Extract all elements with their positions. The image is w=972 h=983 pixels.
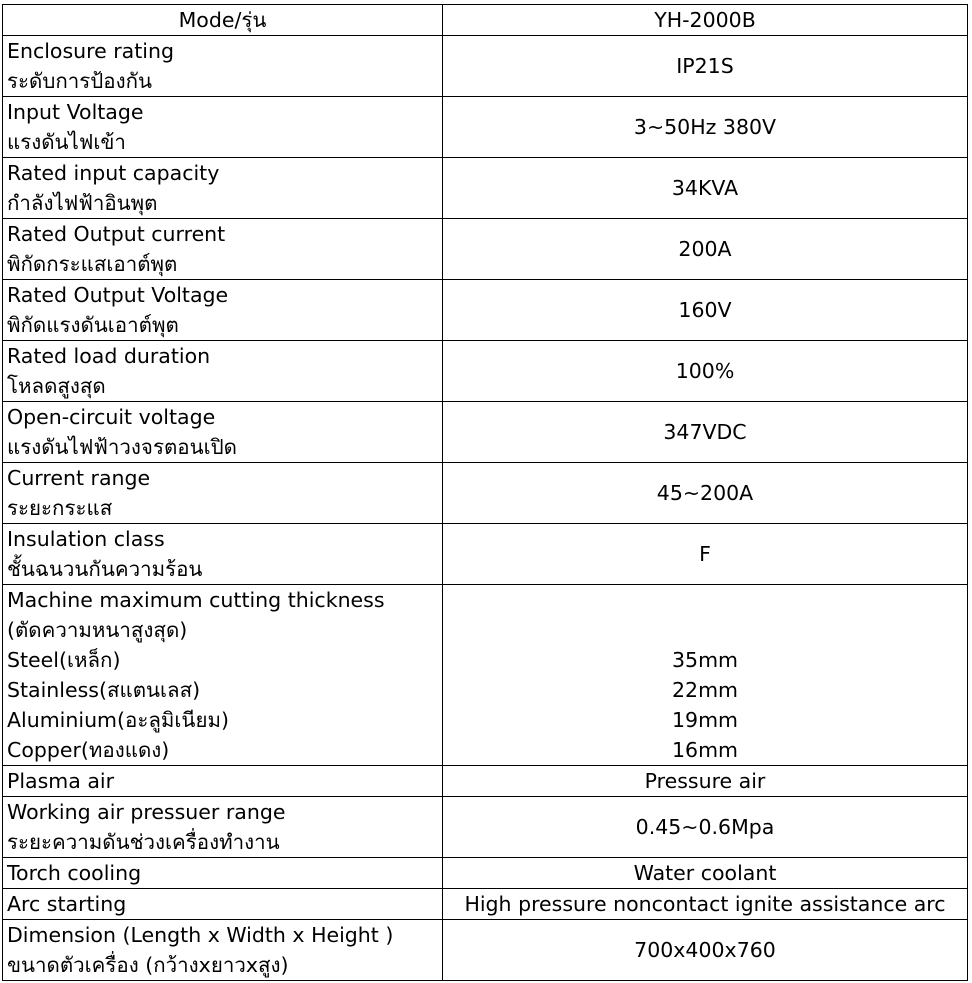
label-th: โหลดสูงสุด bbox=[7, 374, 106, 398]
row-label bbox=[3, 463, 443, 524]
thickness-stainless: 22mm bbox=[671, 678, 739, 702]
label-th: ขนาดตัวเครื่อง (กว้างxยาวxสูง) bbox=[7, 953, 289, 977]
table-row bbox=[3, 920, 968, 981]
model-value: YH-2000B bbox=[443, 5, 968, 36]
row-value: 45~200A bbox=[443, 463, 968, 524]
row-label bbox=[3, 524, 443, 585]
label-th: แรงดันไฟเข้า bbox=[7, 130, 126, 154]
material-aluminium: Aluminium(อะลูมิเนียม) bbox=[7, 708, 229, 732]
row-label bbox=[3, 341, 443, 402]
row-label bbox=[3, 766, 443, 797]
cutting-thickness-row bbox=[3, 585, 968, 766]
table-row bbox=[3, 858, 968, 889]
label-en: Rated input capacity bbox=[7, 161, 220, 185]
spec-table bbox=[2, 4, 968, 981]
row-value: 3~50Hz 380V bbox=[443, 97, 968, 158]
label-en: Rated Output Voltage bbox=[7, 283, 229, 307]
table-row bbox=[3, 280, 968, 341]
row-value: 200A bbox=[443, 219, 968, 280]
label-en: Dimension (Length x Width x Height ) bbox=[7, 923, 394, 947]
model-label: Mode/รุ่น bbox=[3, 5, 443, 36]
label-th: กำลังไฟฟ้าอินพุต bbox=[7, 191, 158, 215]
table-row bbox=[3, 463, 968, 524]
table-row bbox=[3, 889, 968, 920]
label-en: Current range bbox=[7, 466, 151, 490]
row-label bbox=[3, 158, 443, 219]
table-row bbox=[3, 36, 968, 97]
thickness-copper: 16mm bbox=[671, 738, 739, 762]
row-value: 700x400x760 bbox=[443, 920, 968, 981]
material-steel: Steel(เหล็ก) bbox=[7, 648, 121, 672]
label-en: Rated Output current bbox=[7, 222, 226, 246]
thickness-steel: 35mm bbox=[671, 648, 739, 672]
row-label bbox=[3, 402, 443, 463]
thickness-aluminium: 19mm bbox=[671, 708, 739, 732]
row-value: IP21S bbox=[443, 36, 968, 97]
row-label bbox=[3, 280, 443, 341]
label-en: Rated load duration bbox=[7, 344, 211, 368]
label-en: Torch cooling bbox=[7, 861, 142, 885]
label-en: Arc starting bbox=[7, 892, 127, 916]
label-th: ชั้นฉนวนกันความร้อน bbox=[7, 557, 203, 581]
label-th: ระยะความดันช่วงเครื่องทำงาน bbox=[7, 830, 280, 854]
label-en: Working air pressuer range bbox=[7, 800, 286, 824]
label-en: Enclosure rating bbox=[7, 39, 174, 63]
row-label bbox=[3, 585, 443, 766]
row-label bbox=[3, 797, 443, 858]
row-value: 34KVA bbox=[443, 158, 968, 219]
table-row bbox=[3, 158, 968, 219]
row-value bbox=[443, 585, 968, 766]
table-row bbox=[3, 524, 968, 585]
label-en: Plasma air bbox=[7, 769, 115, 793]
label-en: Insulation class bbox=[7, 527, 165, 551]
row-value: 0.45~0.6Mpa bbox=[443, 797, 968, 858]
table-row bbox=[3, 219, 968, 280]
table-row bbox=[3, 402, 968, 463]
table-row bbox=[3, 766, 968, 797]
row-value: 347VDC bbox=[443, 402, 968, 463]
table-row bbox=[3, 97, 968, 158]
row-value: High pressure noncontact ignite assistance arc bbox=[443, 889, 968, 920]
row-value: Pressure air bbox=[443, 766, 968, 797]
row-label bbox=[3, 920, 443, 981]
row-value: F bbox=[443, 524, 968, 585]
label-th: พิกัดแรงดันเอาต์พุต bbox=[7, 313, 179, 337]
material-stainless: Stainless(สแตนเลส) bbox=[7, 678, 201, 702]
label-th: พิกัดกระแสเอาต์พุต bbox=[7, 252, 178, 276]
row-label bbox=[3, 889, 443, 920]
table-row bbox=[3, 341, 968, 402]
label-th: แรงดันไฟฟ้าวงจรตอนเปิด bbox=[7, 435, 237, 459]
label-th: (ตัดความหนาสูงสุด) bbox=[7, 618, 188, 642]
row-value: 160V bbox=[443, 280, 968, 341]
row-label bbox=[3, 858, 443, 889]
label-th: ระดับการป้องกัน bbox=[7, 69, 153, 93]
row-value: 100% bbox=[443, 341, 968, 402]
row-label bbox=[3, 219, 443, 280]
table-header-row bbox=[3, 5, 968, 36]
row-label bbox=[3, 97, 443, 158]
label-en: Machine maximum cutting thickness bbox=[7, 588, 385, 612]
row-value: Water coolant bbox=[443, 858, 968, 889]
label-en: Open-circuit voltage bbox=[7, 405, 216, 429]
table-row bbox=[3, 797, 968, 858]
row-label bbox=[3, 36, 443, 97]
material-copper: Copper(ทองแดง) bbox=[7, 738, 170, 762]
label-en: Input Voltage bbox=[7, 100, 144, 124]
label-th: ระยะกระแส bbox=[7, 496, 113, 520]
